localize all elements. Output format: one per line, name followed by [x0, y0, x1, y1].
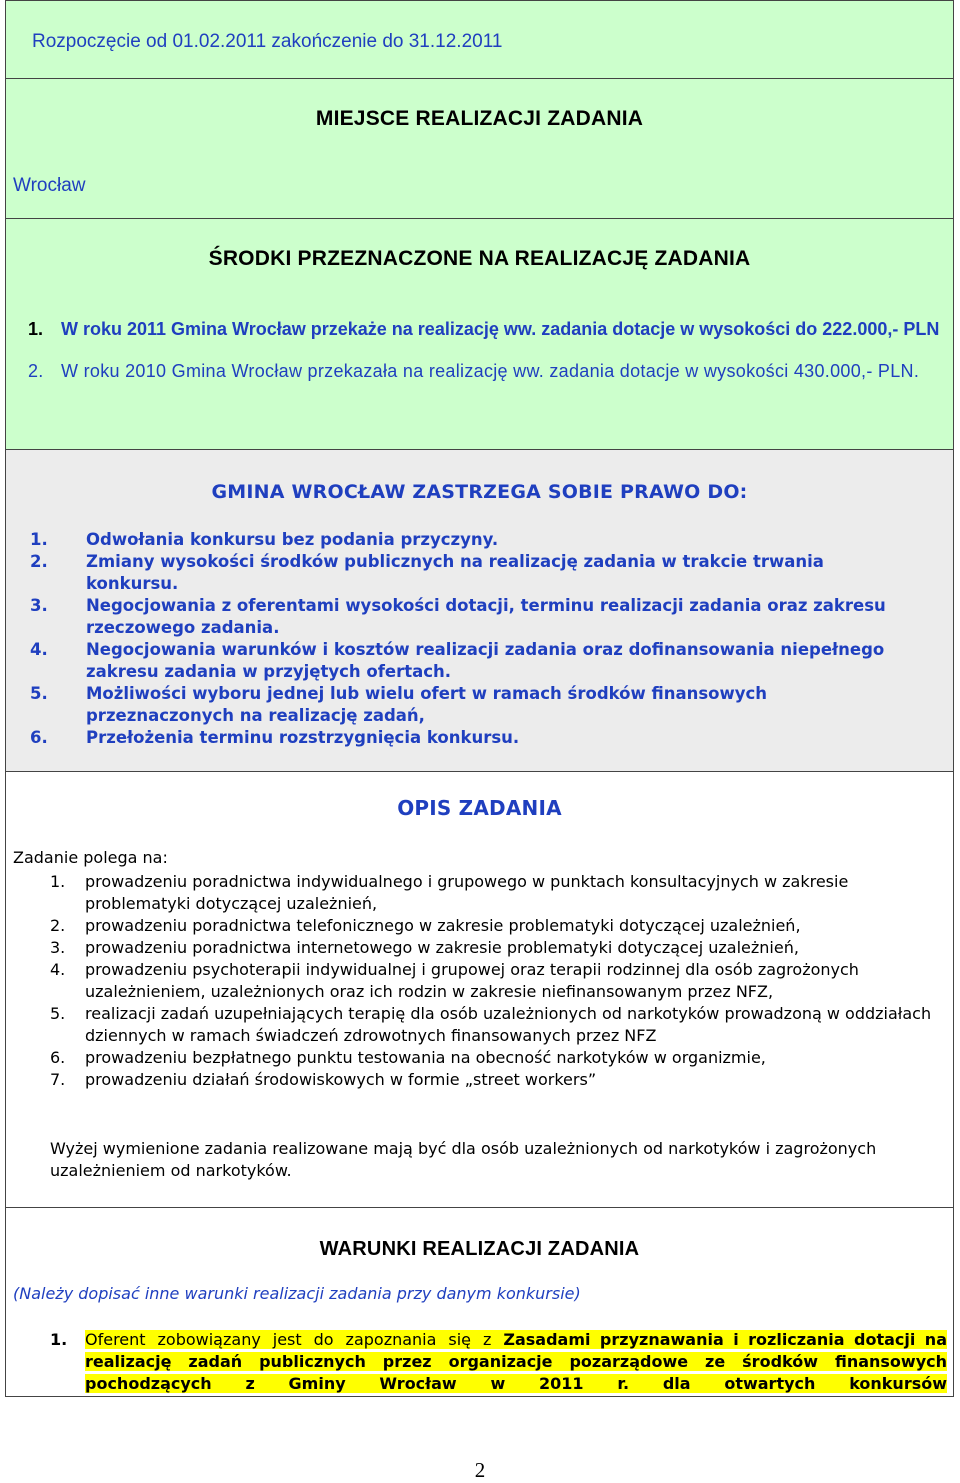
funds-heading: ŚRODKI PRZEZNACZONE NA REALIZACJĘ ZADANIA [208, 247, 751, 270]
item-text-rules: Zasadami przyznawania i rozliczania dotacji na realizację zadań publicznych przez organizacje pozarządowe ze środków finansowych pochodzących z Gminy Wrocław w 2011 r. dla otwartych konkursów [85, 1330, 947, 1393]
item-number: 5. [30, 684, 48, 703]
place-heading: MIEJSCE REALIZACJI ZADANIA [315, 107, 644, 130]
item-number: 7. [50, 1070, 66, 1089]
list-item [50, 937, 945, 959]
conditions-item [50, 1329, 947, 1395]
item-text: W roku 2011 Gmina Wrocław przekaże na realizację ww. zadania dotacje w wysokości do 222.000,- PLN [61, 319, 940, 339]
place-value: Wrocław [13, 175, 86, 196]
item-number: 4. [30, 640, 48, 659]
item-text: realizacji zadań uzupełniających terapię dla osób uzależnionych od narkotyków prowadzoną w oddziałach dziennych w ramach świadczeń zdrowotnych finansowanych przez NFZ [85, 1004, 932, 1045]
item-number: 3. [30, 596, 48, 615]
conditions-section [5, 1207, 954, 1397]
list-item [28, 317, 947, 341]
item-text: prowadzeniu poradnictwa internetowego w zakresie problematyki dotyczącej uzależnień, [85, 938, 799, 957]
list-item [30, 727, 893, 749]
list-item [50, 1003, 945, 1047]
page-number: 2 [474, 1458, 486, 1482]
description-list [50, 871, 945, 1091]
list-item [50, 959, 945, 1003]
rights-list [30, 529, 893, 749]
item-text: prowadzeniu poradnictwa indywidualnego i grupowego w punktach konsultacyjnych w zakresie problematyki dotyczącej uzależnień, [85, 872, 849, 913]
list-item [50, 915, 945, 937]
item-number: 6. [50, 1048, 66, 1067]
place-section [5, 78, 954, 218]
list-item [30, 683, 893, 727]
item-number: 2. [50, 916, 66, 935]
item-text: prowadzeniu poradnictwa telefonicznego w zakresie problematyki dotyczącej uzależnień, [85, 916, 801, 935]
item-text: prowadzeniu psychoterapii indywidualnej i grupowej oraz terapii rodzinnej dla osób zagrożonych uzależnieniem, uzależnionych oraz ich rodzin w zakresie niefinansowanym przez NFZ, [85, 960, 859, 1001]
funds-section [5, 218, 954, 449]
item-text: prowadzeniu bezpłatnego punktu testowania na obecność narkotyków w organizmie, [85, 1048, 766, 1067]
item-number: 1. [50, 872, 66, 891]
item-text: prowadzeniu działań środowiskowych w formie „street workers” [85, 1070, 597, 1089]
item-text: Negocjowania z oferentami wysokości dotacji, terminu realizacji zadania oraz zakresu rzeczowego zadania. [86, 596, 886, 637]
list-item [28, 359, 947, 383]
list-item [50, 871, 945, 915]
description-summary: Wyżej wymienione zadania realizowane mają być dla osób uzależnionych od narkotyków i zagrożonych uzależnieniem od narkotyków. [50, 1139, 877, 1180]
item-text: Zmiany wysokości środków publicznych na realizację zadania w trakcie trwania konkursu. [86, 552, 824, 593]
item-number: 2. [30, 552, 48, 571]
item-number: 5. [50, 1004, 66, 1023]
item-text [50, 1329, 947, 1395]
description-heading: OPIS ZADANIA [397, 796, 562, 820]
list-item [30, 639, 893, 683]
item-text-intro: Oferent zobowiązany jest do zapoznania się z [85, 1330, 504, 1349]
item-number: 2. [28, 361, 44, 381]
description-intro: Zadanie polega na: [13, 848, 168, 867]
conditions-note: (Należy dopisać inne warunki realizacji zadania przy danym konkursie) [13, 1284, 581, 1303]
item-text: Możliwości wyboru jednej lub wielu ofert w ramach środków finansowych przeznaczonych na realizację zadań, [86, 684, 768, 725]
list-item [30, 551, 893, 595]
document [5, 0, 954, 1397]
item-text: W roku 2010 Gmina Wrocław przekazała na realizację ww. zadania dotacje w wysokości 430.000,- PLN. [61, 361, 920, 381]
description-section [5, 771, 954, 1207]
list-item [30, 529, 893, 551]
item-number: 1. [50, 1330, 68, 1349]
period-section [5, 0, 954, 78]
item-number: 3. [50, 938, 66, 957]
list-item [50, 1069, 945, 1091]
item-text: Negocjowania warunków i kosztów realizacji zadania oraz dofinansowania niepełnego zakresu zadania w przyjętych ofertach. [86, 640, 885, 681]
rights-heading: GMINA WROCŁAW ZASTRZEGA SOBIE PRAWO DO: [211, 481, 748, 503]
list-item [50, 1047, 945, 1069]
conditions-heading: WARUNKI REALIZACJI ZADANIA [319, 1238, 640, 1260]
item-number: 4. [50, 960, 66, 979]
list-item [30, 595, 893, 639]
period-text: Rozpoczęcie od 01.02.2011 zakończenie do 31.12.2011 [32, 31, 503, 52]
item-text: Odwołania konkursu bez podania przyczyny. [86, 530, 499, 549]
rights-section [5, 449, 954, 771]
item-number: 1. [30, 530, 48, 549]
item-text: Przełożenia terminu rozstrzygnięcia konkursu. [86, 728, 520, 747]
item-number: 6. [30, 728, 48, 747]
funds-list [28, 317, 947, 383]
item-number: 1. [28, 319, 44, 339]
